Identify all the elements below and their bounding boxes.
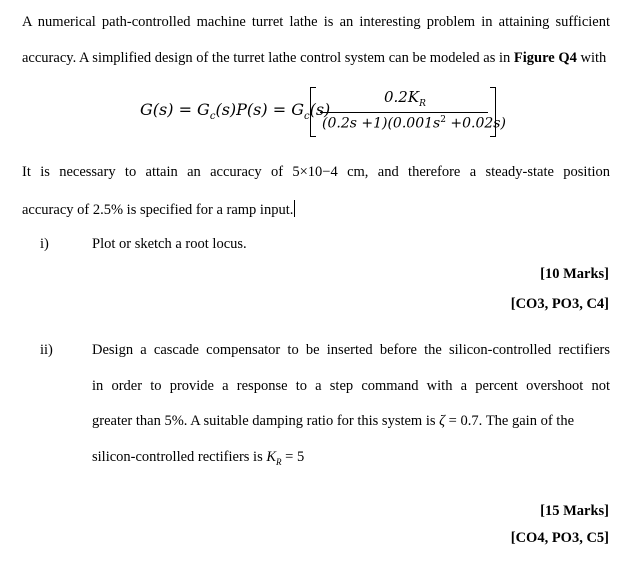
question-ii-line-2: in order to provide a response to a step command with a percent overshoot not: [92, 378, 610, 394]
question-ii-marks: [15 Marks]: [540, 503, 609, 519]
zeta-symbol: ζ: [439, 413, 446, 429]
question-ii-line-3-prefix: greater than 5%. A suitable damping ratio for this system is: [92, 413, 436, 429]
gain-subscript: R: [276, 456, 282, 467]
zeta-value: = 0.7.: [445, 413, 483, 429]
fraction-bar: [320, 112, 488, 113]
equation-lhs: [140, 100, 330, 122]
equation-numerator: [384, 88, 426, 109]
question-ii-line-4: [92, 449, 304, 467]
gain-symbol: K: [266, 449, 277, 465]
paragraph-1-line-2-suffix: with: [580, 50, 607, 66]
denominator-part-a: (0.2s +1)(0.001s: [322, 115, 441, 132]
paragraph-2-line-1: It is necessary to attain an accuracy of 5×10−4 cm, and therefore a steady-state position: [22, 164, 610, 180]
denominator-part-b: +0.02s): [445, 115, 506, 132]
paragraph-1-line-2-text: accuracy. A simplified design of the turret lathe control system can be modeled as in: [22, 50, 511, 66]
question-i-text: Plot or sketch a root locus.: [92, 236, 247, 252]
equation-sub-c-2: c: [303, 111, 310, 123]
equation-mid-1: (s)P(s) = G: [215, 100, 304, 119]
question-ii-line-4-prefix: silicon-controlled rectifiers is: [92, 449, 263, 465]
numerator-text: 0.2K: [384, 88, 420, 106]
denominator-exponent: 2: [440, 115, 446, 125]
paragraph-1-line-2: [22, 50, 606, 67]
question-ii-line-3: [92, 413, 574, 430]
question-i-outcomes: [CO3, PO3, C4]: [510, 296, 609, 312]
numerator-subscript: R: [419, 99, 426, 109]
question-i-marks: [10 Marks]: [540, 266, 609, 282]
right-bracket: [490, 87, 496, 137]
question-ii-number: ii): [40, 342, 53, 358]
question-i-number: i): [40, 236, 49, 252]
question-ii-outcomes: [CO4, PO3, C5]: [510, 530, 609, 546]
left-bracket: [310, 87, 316, 137]
paragraph-2-line-2-text: accuracy of 2.5% is specified for a ramp input.: [22, 202, 294, 218]
text-cursor: [294, 200, 295, 217]
paragraph-1-line-1: A numerical path-controlled machine turret lathe is an interesting problem in attaining sufficient: [22, 14, 610, 30]
equation-mid-2: (s): [309, 100, 331, 119]
figure-reference: Figure Q4: [513, 50, 577, 66]
question-ii-line-3-suffix: The gain of the: [482, 413, 575, 429]
gain-value: = 5: [281, 449, 305, 465]
equation-denominator: [322, 115, 506, 132]
equation-sub-c-1: c: [209, 111, 216, 123]
question-ii-line-1: Design a cascade compensator to be inserted before the silicon-controlled rectifiers: [92, 342, 610, 358]
paragraph-2-line-2: [22, 200, 295, 219]
equation-lhs-text: G(s) = G: [140, 100, 210, 119]
